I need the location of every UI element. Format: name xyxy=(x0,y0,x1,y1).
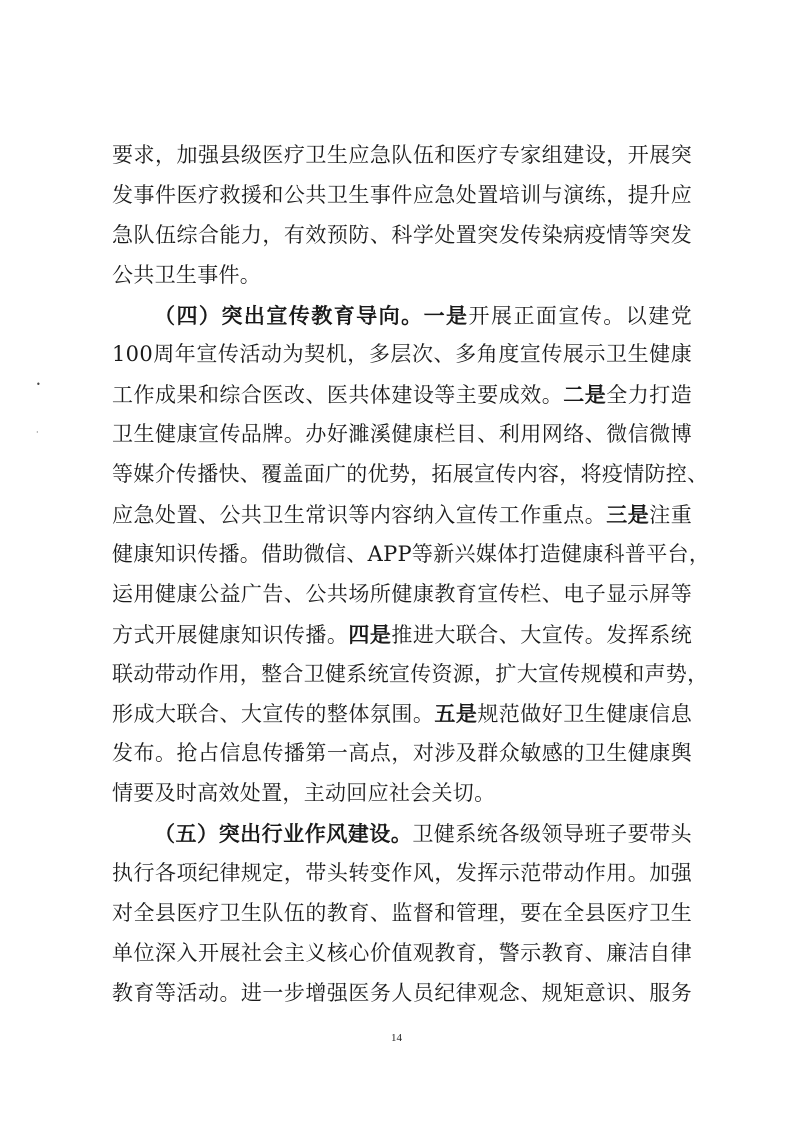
text-line xyxy=(112,296,692,336)
text-segment: 卫生健康宣传品牌。办好濉溪健康栏目、利用网络、微信微博 xyxy=(112,422,692,447)
text-line xyxy=(112,694,692,734)
text-segment: 急队伍综合能力，有效预防、科学处置突发传染病疫情等突发 xyxy=(112,222,692,247)
bold-text-segment: 一是 xyxy=(423,302,469,328)
text-segment: 联动带动作用，整合卫健系统宣传资源，扩大宣传规模和声势， xyxy=(112,661,709,686)
text-line xyxy=(112,934,692,974)
text-segment: 形成大联合、大宣传的整体氛围。 xyxy=(112,702,435,727)
text-segment: 公共卫生事件。 xyxy=(112,262,262,287)
text-segment: 要求，加强县级医疗卫生应急队伍和医疗专家组建设，开展突 xyxy=(112,143,692,167)
text-segment: 发布。抢占信息传播第一高点，对涉及群众敏感的卫生健康舆 xyxy=(112,741,692,766)
bold-text-segment: （四）突出宣传教育导向。 xyxy=(154,302,424,328)
text-segment: 应急处置、公共卫生常识等内容纳入宣传工作重点。 xyxy=(112,503,607,528)
text-line xyxy=(112,136,692,176)
text-segment: 注重 xyxy=(649,503,692,528)
scan-dot: • xyxy=(36,380,41,389)
text-line xyxy=(112,335,692,375)
text-segment: 规范做好卫生健康信息 xyxy=(477,702,693,727)
bold-text-segment: 三是 xyxy=(606,502,650,528)
text-segment: 卫健系统各级领导班子要带头 xyxy=(412,822,692,847)
text-segment: 执行各项纪律规定，带头转变作风，发挥示范带动作用。加强 xyxy=(112,861,692,886)
text-segment: 教育等活动。进一步增强医务人员纪律观念、规矩意识、服务 xyxy=(112,980,692,1005)
text-line xyxy=(112,734,692,774)
text-segment: 运用健康公益广告、公共场所健康教育宣传栏、电子显示屏等 xyxy=(112,581,692,606)
scan-dot: · xyxy=(36,428,39,437)
text-line xyxy=(112,216,692,256)
text-line xyxy=(112,894,692,934)
bold-text-segment: （五）突出行业作风建设。 xyxy=(154,821,413,847)
text-segment: 100周年宣传活动为契机，多层次、多角度宣传展示卫生健康 xyxy=(112,342,692,367)
text-line xyxy=(112,535,711,575)
text-line xyxy=(112,375,692,415)
text-line xyxy=(112,455,709,495)
text-line xyxy=(112,615,692,655)
page-number: 14 xyxy=(391,1032,402,1044)
bold-text-segment: 四是 xyxy=(348,621,392,647)
bold-text-segment: 五是 xyxy=(434,701,478,727)
text-segment: 方式开展健康知识传播。 xyxy=(112,622,349,647)
text-line xyxy=(112,814,692,854)
text-segment: 等媒介传播快、覆盖面广的优势，拓展宣传内容，将疫情防控、 xyxy=(112,462,709,487)
bold-text-segment: 二是 xyxy=(563,382,607,408)
body-text xyxy=(112,136,711,1014)
text-segment: 开展正面宣传。以建党 xyxy=(468,303,692,328)
text-line xyxy=(112,854,692,894)
text-segment: 工作成果和综合医改、医共体建设等主要成效。 xyxy=(112,383,564,408)
text-segment: 全力打造 xyxy=(606,383,692,408)
text-line xyxy=(112,176,692,216)
text-line xyxy=(112,415,692,455)
text-line xyxy=(112,655,709,695)
text-segment: 单位深入开展社会主义核心价值观教育，警示教育、廉洁自律 xyxy=(112,940,692,965)
text-line xyxy=(112,256,692,296)
text-line xyxy=(112,495,692,535)
text-segment: 推进大联合、大宣传。发挥系统 xyxy=(391,622,692,647)
text-segment: 发事件医疗救援和公共卫生事件应急处置培训与演练，提升应 xyxy=(112,182,692,207)
text-line xyxy=(112,974,692,1014)
text-segment: 情要及时高效处置，主动回应社会关切。 xyxy=(112,781,496,806)
text-line xyxy=(112,575,692,615)
text-line xyxy=(112,774,692,814)
text-segment: 对全县医疗卫生队伍的教育、监督和管理，要在全县医疗卫生 xyxy=(112,900,692,925)
text-segment: 健康知识传播。借助微信、APP等新兴媒体打造健康科普平台， xyxy=(112,541,711,566)
